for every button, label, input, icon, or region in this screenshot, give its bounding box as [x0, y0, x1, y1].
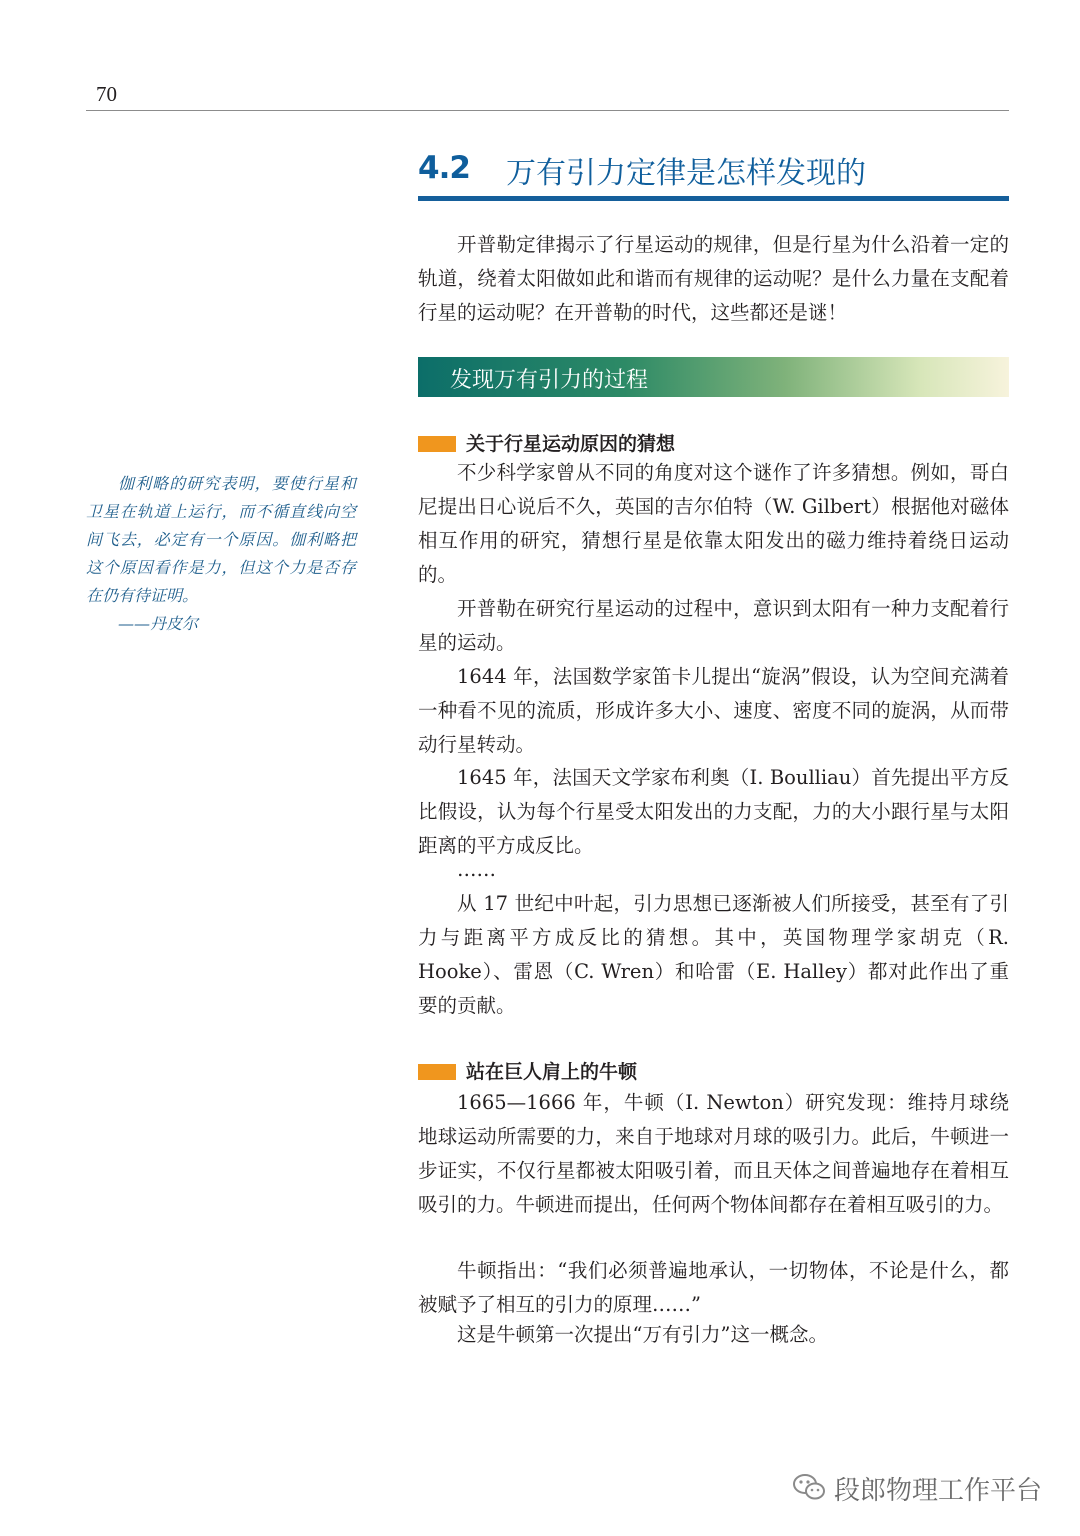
heading-marker — [418, 1064, 456, 1080]
paragraph: 不少科学家曾从不同的角度对这个谜作了许多猜想。例如，哥白尼提出日心说后不久，英国的吉尔伯特（W. Gilbert）根据他对磁体相互作用的研究，猜想行星是依靠太阳发出的磁力维持着绕日运动的。 — [418, 461, 1009, 586]
wechat-icon — [792, 1472, 826, 1502]
header-rule — [86, 110, 1009, 111]
sidebar-quote-source: ——丹皮尔 — [118, 614, 199, 633]
paragraph: 从 17 世纪中叶起，引力思想已逐渐被人们所接受，甚至有了引力与距离平方成反比的猜想。其中，英国物理学家胡克（R. Hooke）、雷恩（C. Wren）和哈雷（E. Halley）都对此作出了重要的贡献。 — [418, 892, 1009, 1017]
sidebar-quote-text: 伽利略的研究表明，要使行星和卫星在轨道上运行，而不循直线向空间飞去，必定有一个原因。伽利略把这个原因看作是力，但这个力是否存在仍有待证明。 — [86, 474, 356, 605]
paragraph: 1645 年，法国天文学家布利奥（I. Boulliau）首先提出平方反比假设，认为每个行星受太阳发出的力支配，力的大小跟行星与太阳距离的平方成反比。 — [418, 766, 1009, 857]
watermark-text: 段郎物理工作平台 — [834, 1476, 1043, 1506]
paragraph: 1644 年，法国数学家笛卡儿提出“旋涡”假设，认为空间充满着一种看不见的流质，形成许多大小、速度、密度不同的旋涡，从而带动行星转动。 — [418, 665, 1009, 756]
paragraph: 牛顿指出：“我们必须普遍地承认，一切物体，不论是什么，都被赋予了相互的引力的原理……” — [418, 1259, 1009, 1316]
ellipsis-line: …… — [457, 858, 496, 881]
section-title: 万有引力定律是怎样发现的 — [506, 156, 866, 191]
band-title: 发现万有引力的过程 — [450, 368, 649, 393]
paragraph: 这是牛顿第一次提出“万有引力”这一概念。 — [457, 1323, 828, 1346]
title-underline — [418, 196, 1009, 201]
section-number: 4.2 — [418, 150, 470, 186]
section-band — [418, 357, 1009, 397]
subsection-title: 站在巨人肩上的牛顿 — [466, 1061, 638, 1083]
subsection-title: 关于行星运动原因的猜想 — [466, 433, 676, 455]
page-number: 70 — [96, 82, 117, 106]
heading-marker — [418, 436, 456, 452]
paragraph: 开普勒在研究行星运动的过程中，意识到太阳有一种力支配着行星的运动。 — [418, 597, 1009, 654]
intro-paragraph: 开普勒定律揭示了行星运动的规律，但是行星为什么沿着一定的轨道，绕着太阳做如此和谐而有规律的运动呢？是什么力量在支配着行星的运动呢？在开普勒的时代，这些都还是谜！ — [418, 233, 1009, 324]
paragraph: 1665—1666 年，牛顿（I. Newton）研究发现：维持月球绕地球运动所需要的力，来自于地球对月球的吸引力。此后，牛顿进一步证实，不仅行星都被太阳吸引着，而且天体之间普遍地存在着相互吸引的力。牛顿进而提出，任何两个物体间都存在着相互吸引的力。 — [418, 1091, 1009, 1216]
section-heading — [418, 140, 1009, 204]
sidebar-quote — [86, 470, 356, 638]
